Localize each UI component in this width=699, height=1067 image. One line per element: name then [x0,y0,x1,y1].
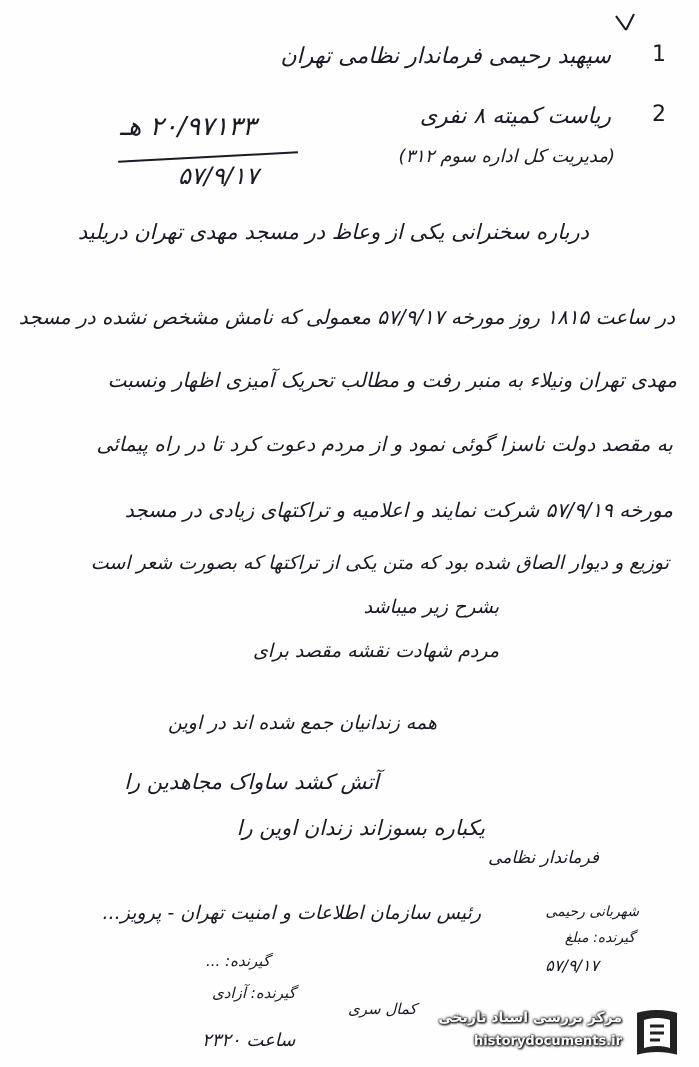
body-line: در ساعت ۱۸۱۵ روز مورخه ۵۷/۹/۱۷ معمولی که نامش مشخص نشده در مسجد [18,305,675,329]
poem-line: همه زندانیان جمع شده اند در اوین [168,712,437,734]
watermark-url: historydocuments.ir [473,1034,622,1049]
reference-number: ۲۰/۹۷۱۳۳ هـ [120,112,257,142]
receipt-line: گیرنده: آزادی [212,984,296,1002]
recipient-line: ریاست کمیته ۸ نفری [419,104,611,129]
recipient-number: 2 [652,102,666,127]
signature-line: فرماندار نظامی [488,848,599,868]
body-line: توزیع و دیوار الصاق شده بود که متن یکی از تراکتها که بصورت شعر است [90,552,669,574]
signature-line: ۵۷/۹/۱۷ [545,956,599,975]
recipient-number: 1 [652,42,666,67]
body-line: مردم شهادت نقشه مقصد برای [252,640,499,662]
reference-date: ۵۷/۹/۱۷ [178,162,259,190]
signature-line: گیرنده: مبلغ [564,930,635,946]
check-mark-icon [612,12,640,36]
receipt-time: ساعت ۲۳۲۰ [202,1030,296,1051]
document-subject: درباره سخنرانی یکی از وعاظ در مسجد مهدی تهران دریلید [77,220,589,244]
signature-line: شهربانی رحیمی [545,904,639,920]
poem-line: یکباره بسوزاند زندان اوین را [236,816,485,840]
receipt-classification: کمال سری [348,1000,417,1018]
body-line: به مقصد دولت ناسزا گوئی نمود و از مردم دعوت کرد تا در راه پیمائی [96,432,673,456]
archive-logo-icon [626,1004,688,1064]
watermark-title: مرکز بررسی اسناد تاریخی [438,1010,622,1026]
body-line: مورخه ۵۷/۹/۱۹ شرکت نمایند و اعلامیه و تراکتهای زیادی در مسجد [124,498,673,522]
poem-line: آتش کشد ساواک مجاهدین را [124,770,379,794]
recipient-line: سپهبد رحیمی فرماندار نظامی تهران [280,44,611,69]
recipient-line: (مدیریت کل اداره سوم ۳۱۲) [398,146,615,167]
body-line: بشرح زیر میباشد [363,596,499,618]
receipt-line: گیرنده: ... [206,952,270,970]
footer-note: رئیس سازمان اطلاعات و امنیت تهران - پرویز... [102,902,481,924]
body-line: مهدی تهران ونیلاء به منبر رفت و مطالب تحریک آمیزی اظهار ونسبت [107,368,677,392]
reference-underline [118,151,298,162]
